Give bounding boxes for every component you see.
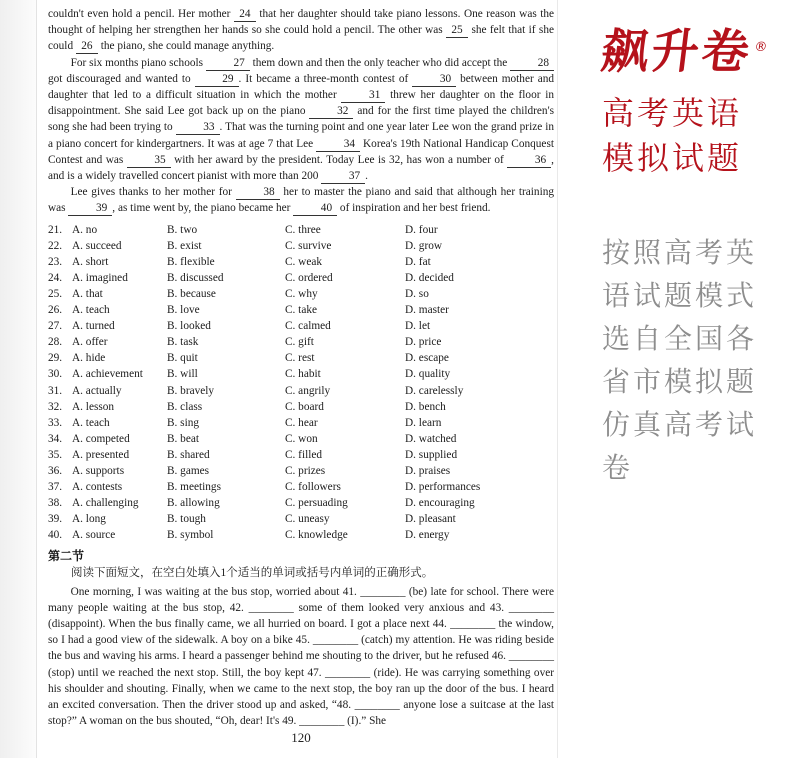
question-number: 23. [48, 255, 63, 268]
cloze-blank: 31 [341, 88, 385, 103]
option-cell: C. followers [285, 481, 341, 494]
option-cell: B. games [167, 465, 210, 478]
option-row [48, 302, 554, 318]
registered-trademark: ® [753, 40, 772, 55]
option-cell: A. competed [72, 432, 130, 445]
option-cell: B. quit [167, 352, 198, 365]
option-cell: C. filled [285, 448, 323, 461]
option-cell: A. offer [72, 336, 108, 349]
option-cell: A. challenging [72, 497, 139, 510]
cloze-blank: 33 [176, 120, 220, 135]
option-row [48, 495, 554, 511]
question-number: 32. [48, 400, 63, 413]
page-left-edge [0, 0, 37, 758]
option-cell: A. succeed [72, 239, 122, 252]
option-cell: A. teach [72, 416, 110, 429]
option-row [48, 415, 554, 431]
option-row [48, 431, 554, 447]
cloze-blank: 35 [127, 153, 171, 168]
option-row [48, 366, 554, 382]
option-row [48, 383, 554, 399]
option-cell: B. discussed [167, 271, 224, 284]
cloze-options-list [48, 222, 554, 544]
question-number: 26. [48, 304, 63, 317]
option-cell: A. hide [72, 352, 106, 365]
option-cell: D. escape [405, 352, 449, 365]
question-number: 35. [48, 448, 63, 461]
page-number: 120 [291, 730, 311, 745]
section2-instruction: 阅读下面短文，在空白处填入1个适当的单词或括号内单词的正确形式。 [71, 566, 434, 579]
option-cell: B. exist [167, 239, 202, 252]
option-cell: C. hear [285, 416, 318, 429]
option-cell: C. persuading [285, 497, 348, 510]
page-right-edge [557, 0, 558, 758]
option-cell: D. energy [405, 529, 450, 542]
option-cell: D. pleasant [405, 513, 456, 526]
question-number: 30. [48, 368, 63, 381]
option-row [48, 222, 554, 238]
cloze-blank: 29 [195, 72, 239, 87]
series-title [602, 91, 790, 181]
option-cell: C. why [285, 288, 318, 301]
series-title-line-1: 高考英语 [602, 93, 743, 132]
option-row [48, 399, 554, 415]
question-number: 37. [48, 481, 63, 494]
option-cell: C. won [285, 432, 318, 445]
series-title-line-2: 模拟试题 [602, 138, 743, 177]
option-cell: A. long [72, 513, 106, 526]
option-row [48, 447, 554, 463]
question-number: 24. [48, 271, 63, 284]
option-cell: D. let [405, 320, 431, 333]
option-cell: D. fat [405, 255, 431, 268]
option-cell: C. three [285, 223, 321, 236]
tagline-line: 仿真高考试 [602, 407, 758, 441]
cloze-paragraph: couldn't even hold a pencil. Her mother 24 that her daughter should take piano lessons. One reason was the thought of helping her strengthen her hands so she could hold a pencil. The other was 25 she felt that if she could 26 the piano, she could manage anything. [48, 8, 554, 53]
question-number: 38. [48, 497, 63, 510]
series-tagline [602, 231, 790, 489]
question-number: 40. [48, 529, 63, 542]
question-number: 36. [48, 465, 63, 478]
option-cell: C. habit [285, 368, 321, 381]
option-row [48, 254, 554, 270]
option-cell: D. carelessly [405, 384, 464, 397]
option-cell: A. no [72, 223, 98, 236]
section2-heading: 第二节 [48, 548, 85, 563]
cloze-passage [48, 6, 554, 217]
option-cell: B. task [167, 336, 199, 349]
option-cell: B. bravely [167, 384, 215, 397]
option-cell: A. teach [72, 304, 110, 317]
question-number: 22. [48, 239, 63, 252]
option-cell: A. imagined [72, 271, 128, 284]
option-cell: D. so [405, 288, 429, 301]
option-cell: D. praises [405, 465, 451, 478]
option-cell: D. supplied [405, 448, 458, 461]
option-row [48, 286, 554, 302]
option-cell: C. angrily [285, 384, 331, 397]
option-cell: B. symbol [167, 529, 214, 542]
option-cell: B. shared [167, 448, 210, 461]
tagline-line: 选自全国各 [602, 321, 758, 355]
cloze-blank: 34 [316, 137, 360, 152]
option-cell: C. knowledge [285, 529, 348, 542]
question-number: 21. [48, 223, 63, 236]
option-row [48, 270, 554, 286]
option-cell: D. grow [405, 239, 443, 252]
option-cell: D. four [405, 223, 438, 236]
option-cell: D. decided [405, 271, 454, 284]
option-cell: C. prizes [285, 465, 326, 478]
question-number: 33. [48, 416, 63, 429]
option-row [48, 350, 554, 366]
cloze-blank: 25 [446, 23, 468, 38]
cloze-blank: 38 [236, 185, 280, 200]
option-cell: C. ordered [285, 271, 333, 284]
option-cell: C. board [285, 400, 324, 413]
option-cell: C. gift [285, 336, 314, 349]
cloze-blank: 28 [510, 56, 554, 71]
option-cell: C. uneasy [285, 513, 330, 526]
cover-sidebar [562, 0, 790, 758]
option-cell: C. rest [285, 352, 315, 365]
option-cell: C. survive [285, 239, 332, 252]
brand-logo [598, 20, 790, 81]
option-row [48, 334, 554, 350]
option-cell: D. watched [405, 432, 457, 445]
option-cell: A. turned [72, 320, 115, 333]
option-cell: B. beat [167, 432, 199, 445]
option-cell: A. actually [72, 384, 122, 397]
option-cell: B. two [167, 223, 198, 236]
question-number: 27. [48, 320, 63, 333]
cloze-blank: 36 [507, 153, 551, 168]
cloze-blank: 37 [321, 169, 365, 184]
tagline-line: 语试题模式 [602, 278, 758, 312]
option-cell: B. sing [167, 416, 200, 429]
option-cell: A. lesson [72, 400, 115, 413]
cloze-blank: 24 [234, 7, 256, 22]
option-cell: D. quality [405, 368, 451, 381]
question-number: 39. [48, 513, 63, 526]
option-cell: A. contests [72, 481, 123, 494]
option-row [48, 479, 554, 495]
cloze-paragraph: Lee gives thanks to her mother for 38 her to master the piano and said that although her training was 39 , as time went by, the piano became her 40 of inspiration and her best friend. [48, 186, 554, 215]
option-row [48, 527, 554, 543]
option-cell: D. encouraging [405, 497, 475, 510]
question-number: 34. [48, 432, 63, 445]
option-cell: A. that [72, 288, 103, 301]
option-cell: D. price [405, 336, 442, 349]
option-cell: B. will [167, 368, 198, 381]
option-cell: A. short [72, 255, 109, 268]
option-cell: D. learn [405, 416, 442, 429]
tagline-line: 卷 [602, 450, 634, 484]
option-cell: A. achievement [72, 368, 143, 381]
cloze-blank: 30 [412, 72, 456, 87]
option-row [48, 318, 554, 334]
option-cell: B. tough [167, 513, 206, 526]
document-column [48, 6, 554, 729]
option-cell: B. class [167, 400, 203, 413]
option-cell: B. flexible [167, 255, 215, 268]
option-cell: A. presented [72, 448, 130, 461]
cloze-blank: 39 [68, 201, 112, 216]
question-number: 28. [48, 336, 63, 349]
tagline-line: 省市模拟题 [602, 364, 758, 398]
cloze-blank: 27 [206, 56, 250, 71]
option-cell: C. weak [285, 255, 323, 268]
cloze-paragraph: For six months piano schools 27 them down and then the only teacher who did accept the 28 got discouraged and wanted to 29 . It became a three-month contest of 30 between mother and daughter that led to a difficult situation in which the mother 31 threw her daughter on the floor in disappointment. She said Lee got back up on the piano 32 and for the first time played the children's song she had been trying to 33 . That was the turning point and one year later Lee won the grand prize in a piano concert for kindergartners. It was at age 7 that Lee 34 Korea's 19th National Handicap Conquest Contest and was 35 with her award by the president. Today Lee is 32, has won a number of 36 , and is a widely travelled concert pianist with more than 200 37 . [48, 56, 555, 183]
option-cell: B. love [167, 304, 200, 317]
question-number: 25. [48, 288, 63, 301]
tagline-line: 按照高考英 [602, 235, 758, 269]
option-cell: B. because [167, 288, 216, 301]
option-cell: D. bench [405, 400, 446, 413]
question-number: 31. [48, 384, 63, 397]
option-cell: D. performances [405, 481, 481, 494]
cloze-blank: 32 [309, 104, 353, 119]
cloze-blank: 40 [293, 201, 337, 216]
option-cell: C. take [285, 304, 317, 317]
cloze-blank: 26 [76, 39, 98, 54]
option-cell: A. source [72, 529, 116, 542]
section2-passage: One morning, I was waiting at the bus stop, worried about 41. ________ (be) late for school. There were many people waiting at the bus stop, 42. ________ some of them looked very anxious and 43. ________ (disappoint). When the bus finally came, we all hurried on board. I got a place next 44. ________ the window, so I had a good view of the sidewalk. A boy on a bike 45. ________ (catch) my attention. He was riding beside the bus and waving his arms. I heard a passenger behind me shouting to the driver, but he refused 46. ________ (stop) until we reached the next stop. Still, the boy kept 47. ________ (ride). He was carrying something over his shoulder and shouting. Finally, when we came to the next stop, the boy ran up the door of the bus. I heard an excited conversation. Then the driver stood up and asked, “48. ________ anyone lose a suitcase at the last stop?” A woman on the bus shouted, “Oh, dear! It's 49. ________ (I).” She [48, 585, 554, 728]
option-row [48, 238, 554, 254]
question-number: 29. [48, 352, 63, 365]
option-row [48, 463, 554, 479]
option-cell: B. looked [167, 320, 211, 333]
brand-logo-text: 飙升卷 [598, 24, 756, 80]
option-row [48, 511, 554, 527]
option-cell: A. supports [72, 465, 125, 478]
option-cell: D. master [405, 304, 449, 317]
option-cell: B. meetings [167, 481, 221, 494]
option-cell: C. calmed [285, 320, 331, 333]
option-cell: B. allowing [167, 497, 220, 510]
